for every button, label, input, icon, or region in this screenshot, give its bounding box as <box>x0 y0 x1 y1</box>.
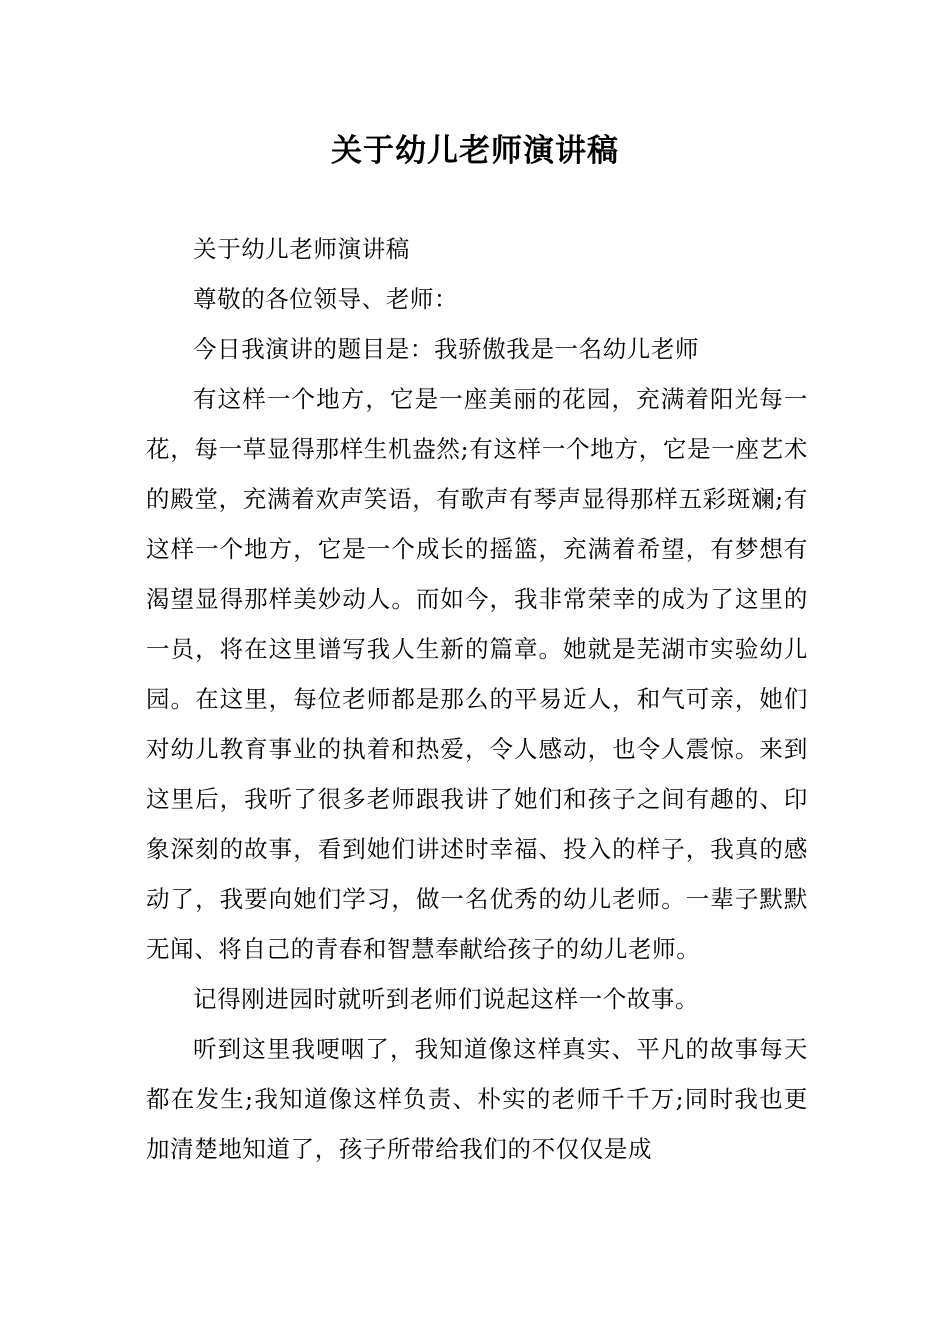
paragraph-body: 记得刚进园时就听到老师们说起这样一个故事。 <box>193 985 700 1013</box>
paragraph-topic: 今日我演讲的题目是：我骄傲我是一名幼儿老师 <box>193 335 700 363</box>
paragraph-heading: 关于幼儿老师演讲稿 <box>193 235 410 263</box>
paragraph-body: 有这样一个地方，它是一座美丽的花园，充满着阳光每一花，每一草显得那样生机盎然;有这样一个地方，它是一座艺术的殿堂，充满着欢声笑语，有歌声有琴声显得那样五彩斑斓;有这样一个地方，它是一个成长的摇篮，充满着希望，有梦想有渴望显得那样美妙动人。而如今，我非常荣幸的成为了这里的一员，将在这里谱写我人生新的篇章。她就是芜湖市实验幼儿园。在这里，每位老师都是那么的平易近人，和气可亲，她们对幼儿教育事业的执着和热爱，令人感动，也令人震惊。来到这里后，我听了很多老师跟我讲了她们和孩子之间有趣的、印象深刻的故事，看到她们讲述时幸福、投入的样子，我真的感动了，我要向她们学习，做一名优秀的幼儿老师。一辈子默默无闻、将自己的青春和智慧奉献给孩子的幼儿老师。 <box>146 385 808 963</box>
document-body <box>146 224 808 1174</box>
document-title: 关于幼儿老师演讲稿 <box>331 133 619 169</box>
paragraph-body: 听到这里我哽咽了，我知道像这样真实、平凡的故事每天都在发生;我知道像这样负责、朴实的老师千千万;同时我也更加清楚地知道了，孩子所带给我们的不仅仅是成 <box>146 1035 808 1163</box>
paragraph-salutation: 尊敬的各位领导、老师： <box>193 285 459 313</box>
